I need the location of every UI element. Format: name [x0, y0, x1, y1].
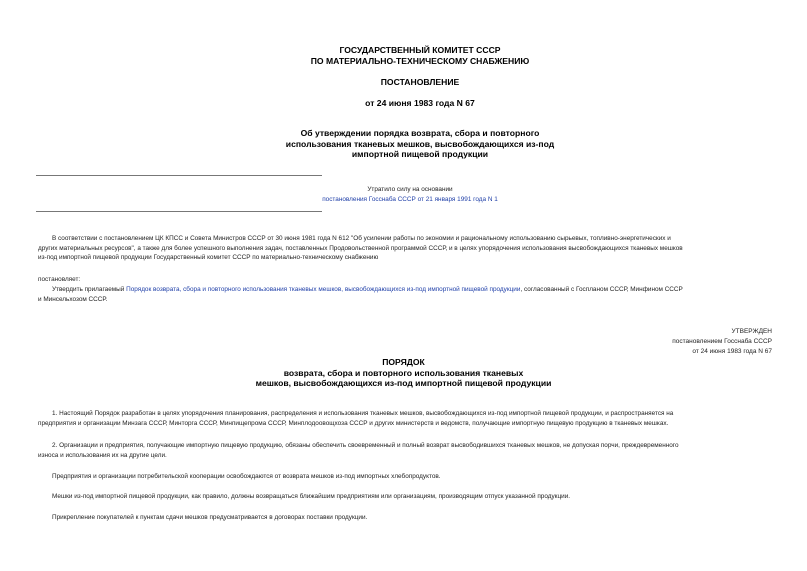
decree-title-line2: использования тканевых мешков, высвобождающихся из-под: [285, 138, 555, 149]
order-title-line2: возврата, сбора и повторного использования тканевых: [283, 367, 524, 378]
order-title-line3: мешков, высвобождающихся из-под импортной пищевой продукции: [255, 378, 552, 388]
document-date: от 24 июня 1983 года N 67: [365, 98, 475, 108]
order-title-line1: ПОРЯДОК: [382, 357, 425, 367]
committee-name-line2: ПО МАТЕРИАЛЬНО-ТЕХНИЧЕСКОМУ СНАБЖЕНИЮ: [310, 56, 530, 66]
approve-prefix: Утвердить прилагаемый: [52, 286, 127, 293]
preamble-line3: из-под импортной пищевой продукции Государственный комитет СССР по материально-техническому снабжению: [38, 254, 379, 261]
approve-line1: [38, 285, 773, 295]
status-note-link[interactable]: постановления Госснаба СССР от 21 января 1991 года N 1: [322, 196, 498, 203]
order-paragraph-3: Предприятия и организации потребительской кооперации освобождаются от возврата мешков из-под импортных хлебопродуктов.: [52, 473, 441, 480]
order-p2-line2: износа и использования их на другие цели.: [38, 451, 167, 459]
order-paragraph-4: Мешки из-под импортной пищевой продукции, как правило, должны возвращаться ближайшим предприятиям или организациям, производящим отпуск указанной продукции.: [52, 493, 571, 500]
divider-top: [36, 175, 322, 176]
approval-line1: УТВЕРЖДЕН: [731, 328, 772, 335]
decree-title-line3: импортной пищевой продукции: [351, 149, 489, 159]
approve-suffix: , согласованный с Госпланом СССР, Минфином СССР: [520, 286, 683, 293]
document-type: ПОСТАНОВЛЕНИЕ: [380, 77, 460, 87]
decree-title: [0, 128, 807, 160]
order-paragraph-5: Прикрепление покупателей к пунктам сдачи мешков предусматривается в договорах поставки продукции.: [52, 514, 368, 521]
order-link[interactable]: Порядок возврата, сбора и повторного использования тканевых мешков, высвобождающихся из-под импортной пищевой продукции: [126, 286, 521, 293]
decides-label: постановляет:: [38, 276, 81, 283]
approval-line3: от 24 июня 1983 года N 67: [692, 348, 772, 355]
order-paragraph-2: [38, 441, 773, 460]
divider-bottom: [36, 211, 322, 212]
approve-paragraph: [38, 285, 773, 304]
decree-title-line1: Об утверждении порядка возврата, сбора и повторного: [300, 128, 540, 138]
order-paragraph-1: [38, 409, 773, 428]
approve-line2: и Минсельхозом СССР.: [38, 295, 108, 303]
status-note-text: Утратило силу на основании: [367, 186, 453, 193]
approval-line2: постановлением Госснаба СССР: [672, 338, 772, 345]
order-p1-line2: предприятия и организации Минзага СССР, Минторга СССР, Минпищепрома СССР, Минплодоовощхоза СССР и других министерств и ведомств, получающие импортную пищевую продукцию в тканевых мешках.: [38, 419, 669, 427]
preamble-line2: других материальных ресурсов", а также для более успешного выполнения задач, поставленных Продовольственной программой СССР, и в целях упорядочения использования высвобождающихся тканевых мешков: [38, 244, 683, 252]
order-p2-line1: 2. Организации и предприятия, получающие импортную пищевую продукцию, обязаны обеспечить своевременный и полный возврат высвободившихся тканевых мешков, не допуская порчи, преждевременного: [52, 442, 679, 449]
order-p1-line1: 1. Настоящий Порядок разработан в целях упорядочения планирования, распределения и использования тканевых мешков, высвобождающихся из-под импортной пищевой продукции, и распространяется на: [52, 410, 674, 417]
preamble-paragraph: [38, 234, 773, 263]
preamble-line1: В соответствии с постановлением ЦК КПСС и Совета Министров СССР от 30 июня 1981 года N 612 "Об усилении работы по экономии и рациональному использованию сырьевых, топливно-энергетических и: [52, 235, 671, 242]
approval-block: [590, 327, 772, 357]
order-title: [0, 357, 807, 389]
committee-name-line1: ГОСУДАРСТВЕННЫЙ КОМИТЕТ СССР: [339, 45, 501, 55]
